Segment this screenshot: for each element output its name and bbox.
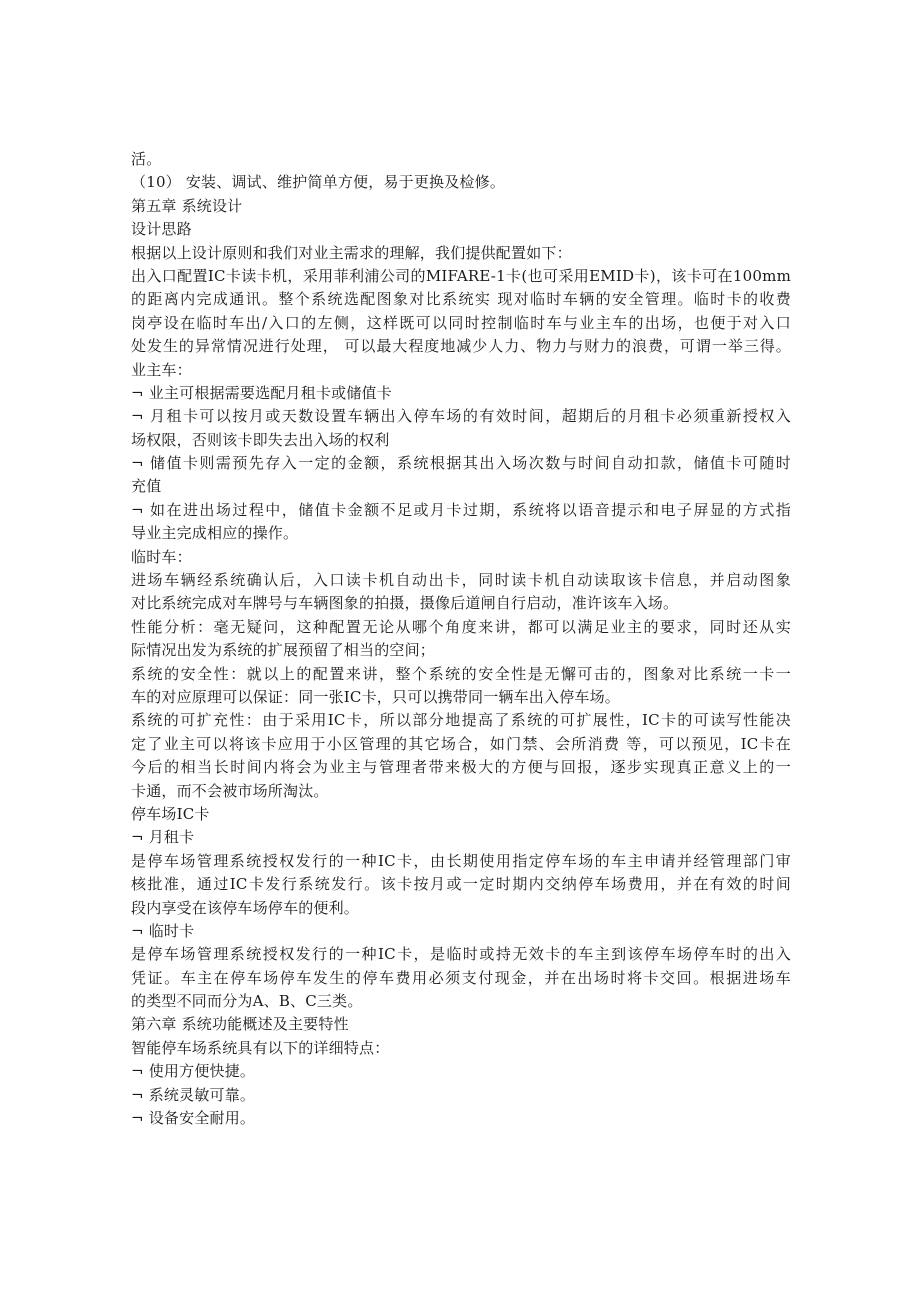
text-line: 系统的安全性：就以上的配置来讲，整个系统的安全性是无懈可击的，图象对比系统一卡一 <box>131 664 791 683</box>
text-line: ¬ 设备安全耐用。 <box>131 1109 256 1128</box>
text-line: 车的对应原理可以保证：同一张IC卡，只可以携带同一辆车出入停车场。 <box>131 687 621 706</box>
text-line: 卡通，而不会被市场所淘汰。 <box>131 781 329 800</box>
text-line: 定了业主可以将该卡应用于小区管理的其它场合，如门禁、会所消费 等，可以预见，IC卡在 <box>131 734 791 753</box>
text-line: ¬ 业主可根据需要选配月租卡或储值卡 <box>131 383 392 402</box>
text-line: ¬ 临时卡 <box>131 921 195 940</box>
text-line: 凭证。车主在停车场停车发生的停车费用必须支付现金，并在出场时将卡交回。根据进场车 <box>131 968 791 987</box>
text-line: 的距离内完成通讯。整个系统选配图象对比系统实 现对临时车辆的安全管理。临时卡的收费 <box>131 290 791 309</box>
text-line: 智能停车场系统具有以下的详细特点： <box>131 1038 390 1057</box>
text-line: ¬ 如在进出场过程中，储值卡金额不足或月卡过期，系统将以语音提示和电子屏显的方式指 <box>131 500 791 519</box>
text-line: 业主车： <box>131 360 192 379</box>
text-line: 际情况出发为系统的扩展预留了相当的空间； <box>131 641 436 660</box>
text-line: 系统的可扩充性：由于采用IC卡，所以部分地提高了系统的可扩展性，IC卡的可读写性能决 <box>131 711 791 730</box>
text-line: ¬ 月租卡可以按月或天数设置车辆出入停车场的有效时间，超期后的月租卡必须重新授权入 <box>131 407 791 426</box>
text-line: 导业主完成相应的操作。 <box>131 524 299 543</box>
text-line: ¬ 储值卡则需预先存入一定的金额，系统根据其出入场次数与时间自动扣款，储值卡可随时 <box>131 454 791 473</box>
text-line: 进场车辆经系统确认后，入口读卡机自动出卡，同时读卡机自动读取该卡信息，并启动图象 <box>131 571 791 590</box>
text-line: ¬ 月租卡 <box>131 828 195 847</box>
text-line: 是停车场管理系统授权发行的一种IC卡，是临时或持无效卡的车主到该停车场停车时的出入 <box>131 945 791 964</box>
document-body <box>131 148 791 1130</box>
text-line: 岗亭设在临时车出/入口的左侧，这样既可以同时控制临时车与业主车的出场，也便于对入口 <box>131 313 791 332</box>
text-line: 对比系统完成对车牌号与车辆图象的拍摄，摄像后道闸自行启动，准许该车入场。 <box>131 594 679 613</box>
text-line: 第六章 系统功能概述及主要特性 <box>131 1015 349 1034</box>
text-line: （10） 安装、调试、维护简单方便，易于更换及检修。 <box>131 173 506 192</box>
text-line: 临时车： <box>131 547 192 566</box>
text-line: 根据以上设计原则和我们对业主需求的理解，我们提供配置如下： <box>131 243 572 262</box>
text-line: 核批准，通过IC卡发行系统发行。该卡按月或一定时期内交纳停车场费用，并在有效的时间 <box>131 875 791 894</box>
text-line: ¬ 使用方便快捷。 <box>131 1062 256 1081</box>
text-line: 的类型不同而分为A、B、C三类。 <box>131 992 363 1011</box>
text-line: 出入口配置IC卡读卡机，采用菲利浦公司的MIFARE-1卡(也可采用EMID卡)，该卡可在100mm <box>131 266 791 285</box>
text-line: 第五章 系统设计 <box>131 196 243 215</box>
text-line: 活。 <box>131 150 162 168</box>
text-line: 场权限，否则该卡即失去出入场的权利 <box>131 430 390 449</box>
text-line: 设计思路 <box>131 220 192 239</box>
text-line: 处发生的异常情况进行处理， 可以最大程度地减少人力、物力与财力的浪费，可谓一举三得。 <box>131 337 791 356</box>
text-line: 停车场IC卡 <box>131 804 210 823</box>
text-line: 段内享受在该停车场停车的便利。 <box>131 898 360 917</box>
text-line: 充值 <box>131 477 162 496</box>
text-line: ¬ 系统灵敏可靠。 <box>131 1085 256 1104</box>
text-line: 今后的相当长时间内将会为业主与管理者带来极大的方便与回报，逐步实现真正意义上的一 <box>131 758 791 777</box>
text-line: 是停车场管理系统授权发行的一种IC卡，由长期使用指定停车场的车主申请并经管理部门审 <box>131 851 791 870</box>
text-line: 性能分析：毫无疑问，这种配置无论从哪个角度来讲，都可以满足业主的要求，同时还从实 <box>131 617 791 636</box>
